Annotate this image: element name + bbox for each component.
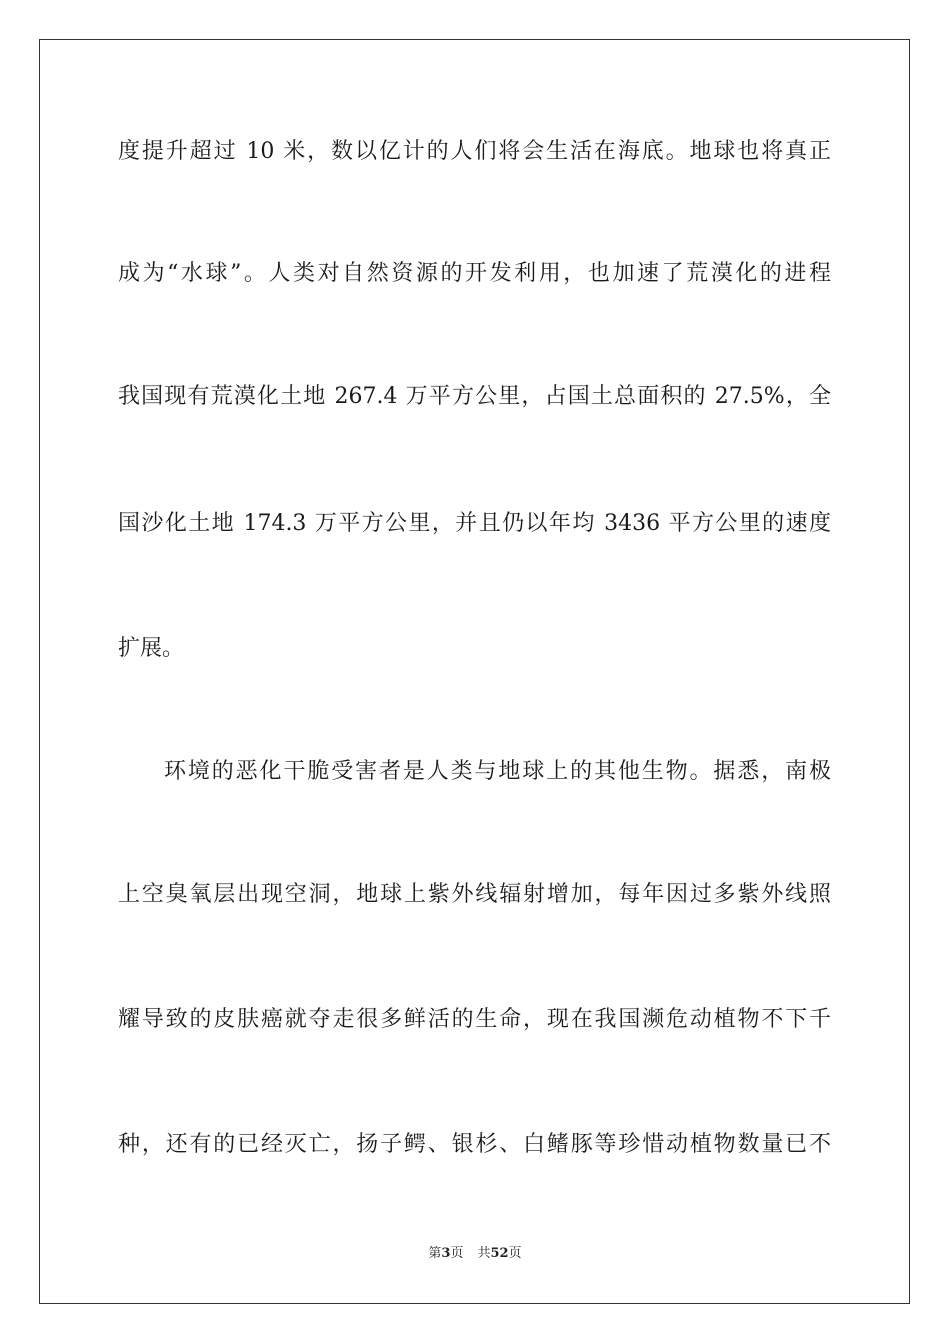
page-border [39, 39, 910, 1304]
body-line-2: 成为“水球”。人类对自然资源的开发利用，也加速了荒漠化的进程 [118, 261, 831, 286]
body-line-7: 上空臭氧层出现空洞，地球上紫外线辐射增加，每年因过多紫外线照 [118, 882, 831, 907]
page-suffix: 页 [450, 1246, 464, 1261]
total-suffix: 页 [508, 1246, 522, 1261]
page-number: 3 [441, 1246, 451, 1261]
total-prefix: 共 [477, 1246, 491, 1261]
page-prefix: 第 [428, 1246, 442, 1261]
body-line-5: 扩展。 [118, 636, 185, 661]
body-line-4: 国沙化土地 174.3 万平方公里，并且仍以年均 3436 平方公里的速度 [118, 511, 831, 536]
body-line-9: 种，还有的已经灭亡，扬子鳄、银杉、白鳍豚等珍惜动植物数量已不 [118, 1132, 831, 1157]
page-footer [0, 1244, 950, 1264]
body-line-1: 度提升超过 10 米，数以亿计的人们将会生活在海底。地球也将真正 [118, 139, 831, 164]
body-line-3: 我国现有荒漠化土地 267.4 万平方公里，占国土总面积的 27.5%，全 [118, 384, 831, 409]
total-pages: 52 [490, 1246, 509, 1261]
body-line-6: 环境的恶化干脆受害者是人类与地球上的其他生物。据悉，南极 [164, 759, 831, 784]
body-line-8: 耀导致的皮肤癌就夺走很多鲜活的生命，现在我国濒危动植物不下千 [118, 1007, 831, 1032]
